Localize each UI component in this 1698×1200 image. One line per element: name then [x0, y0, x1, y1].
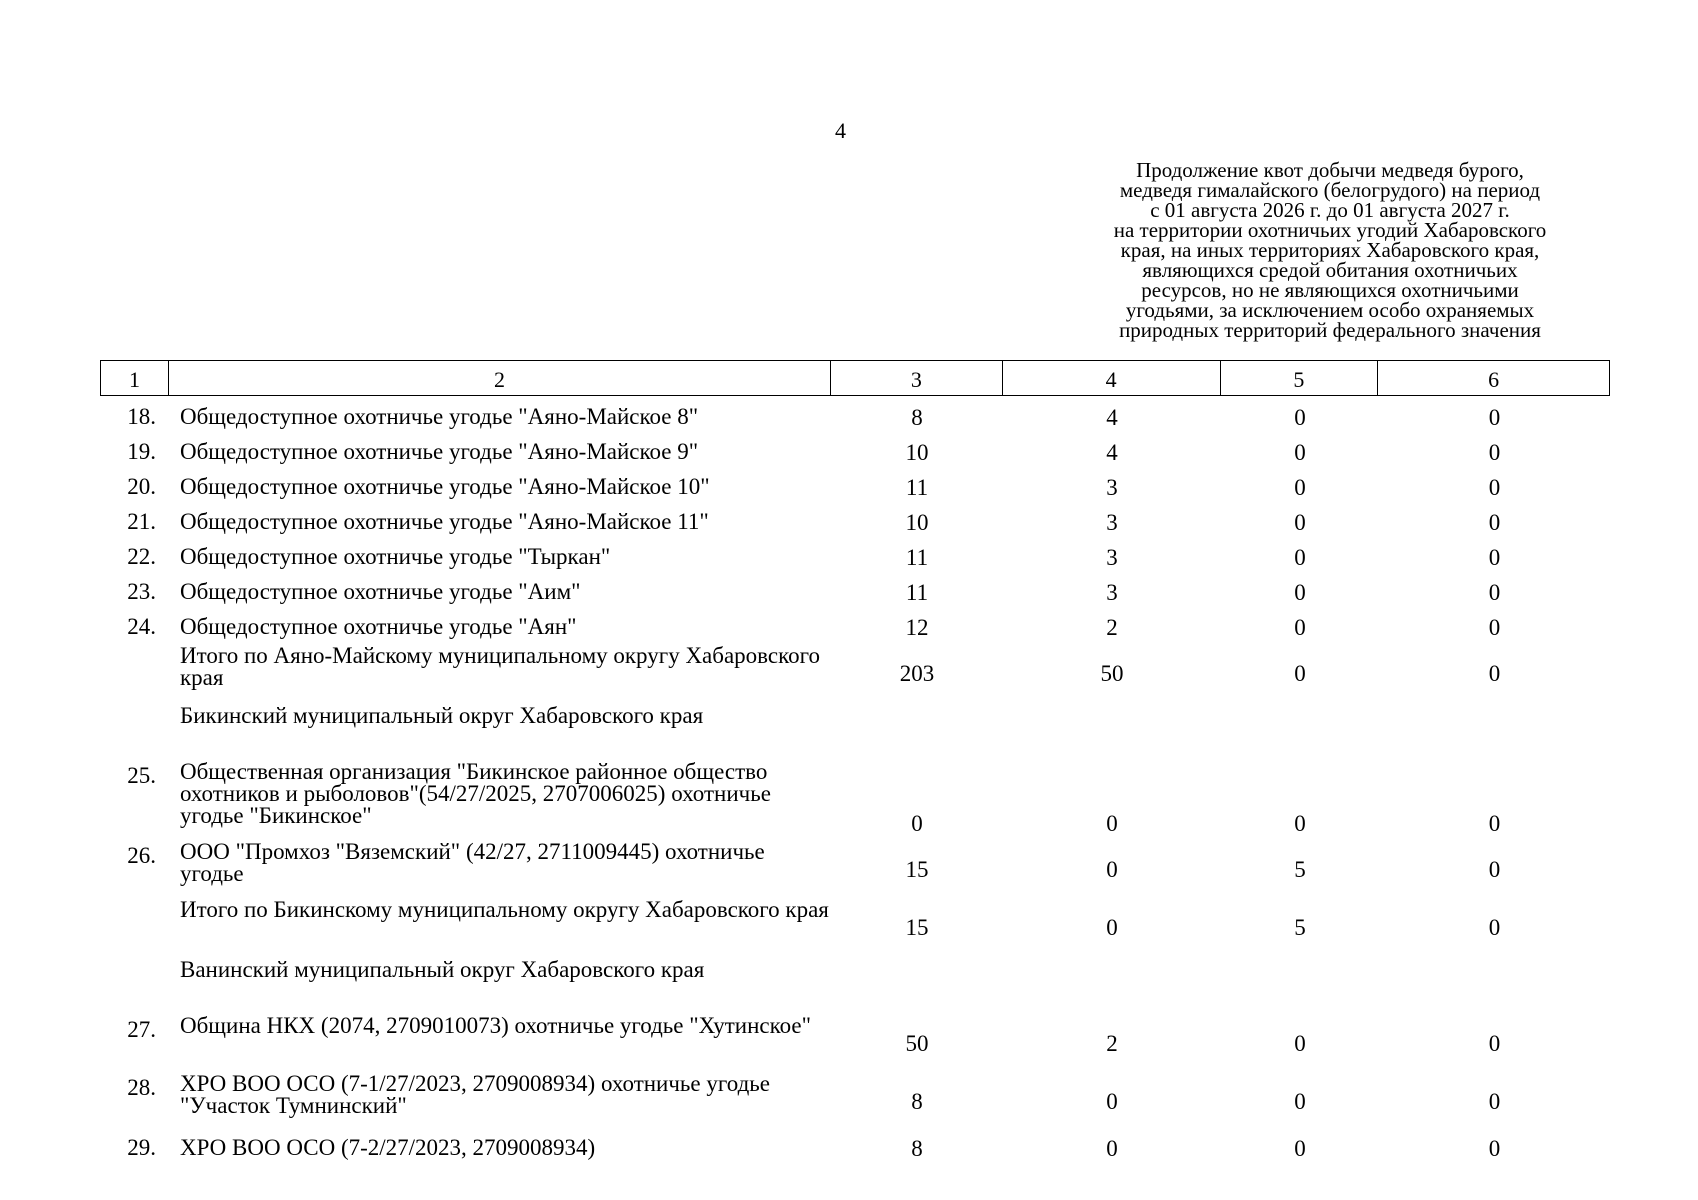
column-header: 6 — [1488, 367, 1500, 392]
page-number: 4 — [835, 118, 846, 143]
table-row — [100, 1015, 1610, 1073]
heading-line: края, на иных территориях Хабаровского края, — [1120, 238, 1540, 262]
cell-col6: 0 — [1488, 544, 1501, 570]
row-name: Итого по Аяно-Майскому муниципальному округу Хабаровского края — [180, 643, 820, 690]
cell-col4: 4 — [1106, 439, 1118, 465]
cell-col3: 10 — [905, 509, 929, 535]
cell-col3: 11 — [905, 474, 929, 500]
cell-col4: 0 — [1106, 857, 1118, 882]
row-number: 19. — [127, 439, 156, 464]
cell-col5: 0 — [1294, 439, 1306, 465]
cell-col5: 0 — [1294, 579, 1306, 605]
heading-line: являющихся средой обитания охотничьих — [1142, 258, 1518, 282]
cell-col3: 15 — [905, 915, 929, 940]
cell-col3: 8 — [911, 1135, 923, 1161]
table-row — [100, 435, 1610, 470]
cell-col4: 0 — [1106, 1089, 1118, 1114]
table-row-total — [100, 899, 1610, 957]
column-header: 4 — [1003, 361, 1221, 395]
cell-col5: 0 — [1294, 1031, 1306, 1056]
cell-col3: 15 — [905, 857, 929, 882]
table-row — [100, 575, 1610, 610]
cell-col4: 2 — [1106, 1031, 1118, 1056]
cell-col6: 0 — [1488, 404, 1501, 430]
table-header-row — [100, 360, 1610, 396]
cell-col5: 5 — [1294, 857, 1306, 882]
table-row — [100, 1073, 1610, 1131]
cell-col4: 50 — [1100, 661, 1124, 686]
table-row — [100, 1131, 1610, 1166]
row-name: Бикинский муниципальный округ Хабаровского края — [180, 703, 704, 728]
row-name: Общедоступное охотничье угодье "Аян" — [180, 614, 577, 639]
cell-col6: 0 — [1488, 661, 1501, 686]
cell-col5: 0 — [1294, 1135, 1306, 1161]
row-number: 22. — [127, 544, 156, 569]
table-row — [100, 505, 1610, 540]
cell-col4: 0 — [1106, 1135, 1118, 1161]
row-number — [100, 703, 168, 761]
column-header: 1 — [101, 361, 169, 395]
row-name: Ванинский муниципальный округ Хабаровского края — [180, 957, 705, 982]
row-name: ХРО ВОО ОСО (7-1/27/2023, 2709008934) охотничье угодье "Участок Тумнинский" — [180, 1071, 770, 1118]
table-row — [100, 400, 1610, 435]
cell-col5: 0 — [1294, 811, 1306, 836]
cell-col5: 5 — [1294, 915, 1306, 940]
table-row-group-heading — [100, 957, 1610, 1015]
row-number: 25. — [127, 763, 156, 788]
cell-col5: 0 — [1294, 1089, 1306, 1114]
cell-col4: 3 — [1106, 544, 1118, 570]
cell-col3: 8 — [911, 404, 923, 430]
row-number: 27. — [127, 1017, 156, 1042]
cell-col3 — [831, 957, 1003, 1015]
row-name: ООО "Промхоз "Вяземский" (42/27, 2711009445) охотничье угодье — [180, 839, 765, 886]
cell-col5: 0 — [1294, 509, 1306, 535]
cell-col6: 0 — [1488, 474, 1501, 500]
table-body — [100, 400, 1610, 1166]
cell-col6: 0 — [1488, 915, 1501, 940]
cell-col4: 0 — [1106, 915, 1118, 940]
heading-line: Продолжение квот добычи медведя бурого, — [1136, 158, 1524, 182]
row-name: Община НКХ (2074, 2709010073) охотничье угодье "Хутинское" — [180, 1013, 811, 1038]
row-number: 20. — [127, 474, 156, 499]
cell-col4: 2 — [1106, 614, 1118, 640]
cell-col4: 3 — [1106, 509, 1118, 535]
cell-col4: 4 — [1106, 404, 1118, 430]
cell-col5: 0 — [1294, 661, 1306, 686]
cell-col5 — [1221, 703, 1379, 761]
cell-col4 — [1003, 703, 1221, 761]
cell-col5: 0 — [1294, 404, 1306, 430]
cell-col3: 12 — [905, 614, 929, 640]
table-row-group-heading — [100, 703, 1610, 761]
row-name: Общедоступное охотничье угодье "Аяно-Майское 10" — [180, 474, 710, 499]
table-row — [100, 761, 1610, 841]
cell-col3: 11 — [905, 579, 929, 605]
cell-col5: 0 — [1294, 614, 1306, 640]
cell-col6: 0 — [1488, 614, 1501, 640]
document-heading — [1060, 160, 1600, 340]
table-row — [100, 540, 1610, 575]
cell-col3: 11 — [905, 544, 929, 570]
cell-col4: 3 — [1106, 579, 1118, 605]
cell-col6: 0 — [1488, 579, 1501, 605]
column-header: 2 — [169, 361, 831, 395]
cell-col6: 0 — [1488, 811, 1501, 836]
cell-col5 — [1221, 957, 1379, 1015]
row-name: Общедоступное охотничье угодье "Аяно-Майское 8" — [180, 404, 699, 429]
cell-col3: 0 — [911, 811, 923, 836]
row-name: Общедоступное охотничье угодье "Аим" — [180, 579, 581, 604]
row-name: Общественная организация "Бикинское районное общество охотников и рыболовов"(54/27/2025, 2707006025) охотничье угодье "Бикинское" — [180, 759, 771, 828]
row-name: Общедоступное охотничье угодье "Аяно-Майское 9" — [180, 439, 699, 464]
cell-col4: 3 — [1106, 474, 1118, 500]
heading-line: природных территорий федерального значения — [1119, 318, 1541, 342]
row-name: Итого по Бикинскому муниципальному округу Хабаровского края — [180, 897, 829, 922]
row-name: ХРО ВОО ОСО (7-2/27/2023, 2709008934) — [180, 1135, 596, 1160]
row-number: 18. — [127, 404, 156, 429]
cell-col5: 0 — [1294, 474, 1306, 500]
heading-line: с 01 августа 2026 г. до 01 августа 2027 г. — [1150, 198, 1510, 222]
cell-col3: 10 — [905, 439, 929, 465]
cell-col6 — [1379, 703, 1610, 761]
cell-col6: 0 — [1488, 1089, 1501, 1114]
row-number: 28. — [127, 1075, 156, 1100]
row-number: 29. — [127, 1135, 156, 1160]
heading-line: на территории охотничьих угодий Хабаровского — [1113, 218, 1547, 242]
row-number: 21. — [127, 509, 156, 534]
cell-col3: 8 — [911, 1089, 923, 1114]
cell-col6 — [1379, 957, 1610, 1015]
table-row — [100, 470, 1610, 505]
row-number — [100, 645, 168, 703]
cell-col5: 0 — [1294, 544, 1306, 570]
cell-col6: 0 — [1488, 857, 1501, 882]
heading-line: ресурсов, но не являющихся охотничьими — [1141, 278, 1519, 302]
cell-col6: 0 — [1488, 509, 1501, 535]
cell-col3: 203 — [899, 661, 935, 686]
table-row-total — [100, 645, 1610, 703]
table-row — [100, 610, 1610, 645]
row-name: Общедоступное охотничье угодье "Аяно-Майское 11" — [180, 509, 709, 534]
cell-col6: 0 — [1488, 439, 1501, 465]
cell-col6: 0 — [1488, 1031, 1501, 1056]
row-number: 26. — [127, 843, 156, 868]
row-number: 24. — [127, 614, 156, 639]
row-number — [100, 957, 168, 1015]
row-number: 23. — [127, 579, 156, 604]
cell-col3 — [831, 703, 1003, 761]
cell-col3: 50 — [905, 1031, 929, 1056]
table-row — [100, 841, 1610, 899]
cell-col4: 0 — [1106, 811, 1118, 836]
cell-col6: 0 — [1488, 1135, 1501, 1161]
heading-line: угодьями, за исключением особо охраняемых — [1125, 298, 1535, 322]
column-header: 5 — [1221, 361, 1379, 395]
heading-line: медведя гималайского (белогрудого) на период — [1119, 178, 1541, 202]
row-number — [100, 899, 168, 957]
row-name: Общедоступное охотничье угодье "Тыркан" — [180, 544, 611, 569]
column-header: 3 — [831, 361, 1003, 395]
cell-col4 — [1003, 957, 1221, 1015]
